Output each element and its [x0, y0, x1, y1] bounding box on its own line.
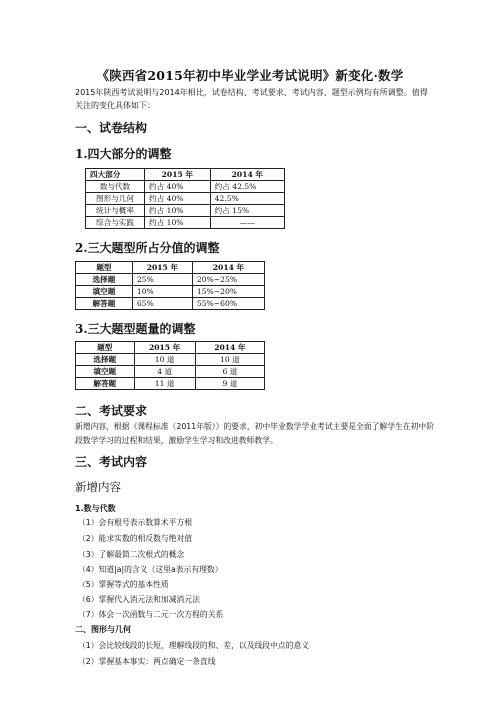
table-cell: 10% — [132, 286, 192, 298]
table-header-cell: 四大部分 — [86, 169, 145, 181]
table-cell: —— — [210, 217, 284, 229]
list-item: （4）知道|a|的含义（这里a表示有理数） — [78, 565, 223, 574]
table-header-cell: 题型 — [76, 262, 133, 274]
table-row — [76, 378, 265, 390]
table-row — [76, 286, 265, 298]
table-cell: 42.5% — [210, 193, 284, 205]
table-header-cell: 2015 年 — [132, 262, 192, 274]
table-cell: 9 道 — [195, 378, 264, 390]
table-cell: 选择题 — [76, 274, 133, 286]
table-cell: 10 道 — [134, 354, 195, 366]
table-cell: 约占 10% — [145, 205, 211, 217]
table-cell: 15%~20% — [192, 286, 264, 298]
table-cell: 55%~60% — [192, 298, 264, 310]
table-cell: 综合与实践 — [86, 217, 145, 229]
table-cell: 约占 40% — [145, 193, 211, 205]
table-header-row — [76, 342, 265, 354]
section-heading-content: 三、考试内容 — [75, 455, 148, 469]
list-item: （2）掌握基本事实：两点确定一条直线 — [78, 657, 216, 666]
requirements-paragraph: 新增内容，根据《课程标准（2011年版）》的要求，初中毕业数学学业考试主要是全面了解学生在初中阶段数学学习的过程和结果，激励学生学习和改进教师教学。 — [75, 422, 435, 445]
table-header-cell: 题型 — [76, 342, 135, 354]
part1-heading: 1.数与代数 — [75, 504, 116, 513]
table-cell: 65% — [132, 298, 192, 310]
table-cell: 4 道 — [134, 366, 195, 378]
section-heading-requirements: 二、考试要求 — [75, 404, 148, 418]
table-cell: 解答题 — [76, 298, 133, 310]
list-item: （5）掌握等式的基本性质 — [78, 580, 169, 589]
table-cell: 20%~25% — [192, 274, 264, 286]
table-cell: 11 道 — [134, 378, 195, 390]
table-cell: 解答题 — [76, 378, 135, 390]
table-cell: 数与代数 — [86, 181, 145, 193]
intro-paragraph: 2015年陕西考试说明与2014年相比，试卷结构、考试要求、考试内容、题型示例均有所调整。值得关注的变化具体如下： — [75, 88, 428, 110]
list-item: （3）了解最简二次根式的概念 — [78, 550, 185, 559]
table-header-cell: 2015 年 — [145, 169, 211, 181]
list-item: （6）掌握代入消元法和加减消元法 — [78, 595, 200, 604]
table-cell: 图形与几何 — [86, 193, 145, 205]
table-cell: 约占 15% — [210, 205, 284, 217]
new-content-heading: 新增内容 — [75, 480, 121, 494]
table-cell: 填空题 — [76, 366, 135, 378]
table-cell: 选择题 — [76, 354, 135, 366]
subheading-question-count: 3.三大题型题量的调整 — [75, 322, 196, 336]
table-row — [76, 366, 265, 378]
table-cell: 统计与概率 — [86, 205, 145, 217]
table-score-distribution — [75, 261, 265, 310]
table-row — [76, 274, 265, 286]
table-header-cell: 2014 年 — [210, 169, 284, 181]
part2-heading: 二、图形与几何 — [75, 625, 131, 634]
list-item: （7）体会一次函数与二元一次方程的关系 — [78, 610, 224, 619]
subheading-four-parts: 1.四大部分的调整 — [75, 147, 172, 161]
table-row — [86, 205, 285, 217]
table-cell: 约占 10% — [145, 217, 211, 229]
section-heading-structure: 一、试卷结构 — [75, 121, 148, 135]
table-cell: 25% — [132, 274, 192, 286]
table-header-row — [76, 262, 265, 274]
table-row — [76, 354, 265, 366]
list-item: （1）会比较线段的长短，理解线段的和、差，以及线段中点的意义 — [78, 641, 310, 650]
table-cell: 填空题 — [76, 286, 133, 298]
table-row — [86, 181, 285, 193]
list-item: （2）能求实数的相反数与绝对值 — [78, 534, 193, 543]
table-row — [86, 217, 285, 229]
list-item: （1）会有根号表示数算术平方根 — [78, 518, 193, 527]
table-header-row — [86, 169, 285, 181]
table-row — [76, 298, 265, 310]
table-header-cell: 2014 年 — [195, 342, 264, 354]
table-cell: 约占 42.5% — [210, 181, 284, 193]
table-cell: 10 道 — [195, 354, 264, 366]
table-cell: 约占 40% — [145, 181, 211, 193]
table-row — [86, 193, 285, 205]
table-cell: 6 道 — [195, 366, 264, 378]
table-four-parts — [85, 168, 285, 229]
subheading-score-distribution: 2.三大题型所占分值的调整 — [75, 241, 220, 255]
page-title: 《陕西省2015年初中毕业学业考试说明》新变化·数学 — [96, 68, 404, 83]
table-header-cell: 2015 年 — [134, 342, 195, 354]
table-header-cell: 2014 年 — [192, 262, 264, 274]
table-question-count — [75, 341, 265, 390]
